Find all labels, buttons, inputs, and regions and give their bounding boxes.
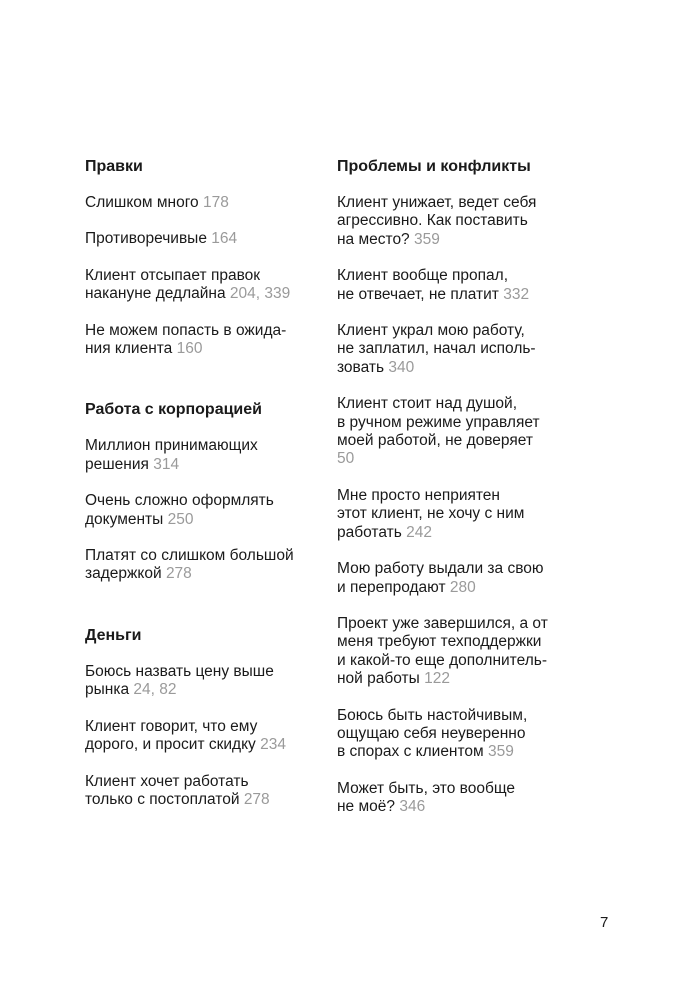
index-entry (337, 194, 587, 249)
left-column (85, 157, 325, 827)
index-entry (85, 437, 325, 474)
entry-text-line (337, 231, 587, 249)
index-entry (337, 395, 587, 469)
page-reference: 234 (260, 736, 286, 754)
section-title: Правки (85, 158, 143, 175)
index-entry (85, 547, 325, 584)
entry-text-line (337, 579, 587, 597)
entry-text-line (337, 707, 587, 725)
entry-text: Миллион принимающих (85, 437, 258, 455)
entry-text: ния клиента (85, 340, 173, 358)
entry-text: в спорах с клиентом (337, 743, 484, 761)
entry-text: ощущаю себя неуверенно (337, 724, 526, 742)
page-reference: 314 (153, 455, 180, 473)
right-column (337, 157, 587, 835)
page-reference: 346 (399, 798, 426, 816)
entry-text-line (337, 633, 587, 651)
entry-text: Боюсь быть настойчивым, (337, 706, 528, 724)
page-reference: 50 (337, 450, 355, 468)
entry-text-line (85, 565, 325, 583)
index-section (337, 157, 587, 817)
entry-text-line (337, 743, 587, 761)
entry-text-line (337, 395, 587, 413)
entry-text-line (337, 798, 587, 816)
page-reference: 250 (167, 510, 194, 528)
index-entry (85, 267, 325, 304)
entry-text-line (337, 359, 587, 377)
entry-text-line (337, 194, 587, 212)
index-entry (337, 322, 587, 377)
entry-text-line (337, 780, 587, 798)
entry-text: на место? (337, 230, 410, 248)
entry-text-line (337, 322, 587, 340)
entry-text: Противоречивые (85, 230, 207, 248)
entry-text-line (85, 663, 325, 681)
entry-text-line (337, 505, 587, 523)
entry-text: не моё? (337, 798, 396, 816)
entry-text-line (337, 670, 587, 688)
entry-text-line (85, 267, 325, 285)
entry-text-line (337, 267, 587, 285)
entry-text: решения (85, 455, 149, 473)
entry-text: Очень сложно оформлять (85, 492, 274, 510)
entry-text: не заплатил, начал исполь- (337, 340, 536, 358)
page-reference: 204, 339 (229, 285, 291, 303)
entry-text: в ручном режиме управляет (337, 413, 540, 431)
page-reference: 178 (202, 194, 229, 211)
entry-text-line (337, 524, 587, 542)
entry-text: ной работы (337, 670, 420, 688)
entry-text: задержкой (85, 565, 162, 583)
section-title: Проблемы и конфликты (337, 158, 531, 175)
entry-text: и какой-то еще дополнитель- (337, 651, 547, 669)
page-reference: 24, 82 (133, 681, 177, 699)
entry-text: Слишком много (85, 194, 199, 211)
entry-text: Клиент хочет работать (85, 772, 249, 790)
entry-text-line (85, 681, 325, 699)
page-number: 7 (600, 914, 609, 931)
index-section (85, 157, 325, 358)
entry-text: накануне дедлайна (85, 285, 226, 303)
entry-text: только с постоплатой (85, 790, 240, 808)
entry-text-line (85, 230, 325, 248)
entry-text-line (85, 456, 325, 474)
entry-text-line (85, 322, 325, 340)
entry-text: Проект уже завершился, а от (337, 614, 548, 632)
index-entry (85, 718, 325, 755)
index-entry (337, 267, 587, 304)
entry-text-line (337, 340, 587, 358)
entry-text-line (337, 414, 587, 432)
index-entry (85, 663, 325, 700)
entry-text-line (85, 791, 325, 809)
entry-text-line (337, 450, 587, 468)
index-entry (85, 322, 325, 359)
entry-text-line (337, 432, 587, 450)
entry-text-line (85, 437, 325, 455)
entry-text: не отвечает, не платит (337, 285, 499, 303)
entry-text-line (85, 285, 325, 303)
entry-text-line (337, 615, 587, 633)
index-entry (85, 194, 325, 212)
page-reference: 160 (176, 340, 203, 358)
entry-text: Клиент отсыпает правок (85, 266, 261, 284)
entry-text-line (85, 492, 325, 510)
page-reference: 280 (449, 578, 476, 596)
page-reference: 242 (406, 523, 432, 541)
page-reference: 359 (414, 230, 440, 248)
entry-text: работать (337, 523, 402, 541)
index-entry (337, 707, 587, 762)
index-section (85, 400, 325, 583)
index-entry (85, 230, 325, 248)
entry-text-line (337, 652, 587, 670)
entry-text: Мою работу выдали за свою (337, 560, 544, 578)
entry-text: и перепродают (337, 578, 446, 596)
page-reference: 340 (388, 358, 415, 376)
page-reference: 164 (211, 230, 238, 248)
page-reference: 122 (424, 670, 450, 688)
entry-text-line (85, 718, 325, 736)
index-entry (337, 560, 587, 597)
entry-text: Клиент говорит, что ему (85, 717, 258, 735)
entry-text-line (337, 725, 587, 743)
entry-text: дорого, и просит скидку (85, 736, 256, 754)
index-section (85, 626, 325, 809)
entry-text-line (85, 773, 325, 791)
page-reference: 332 (503, 285, 530, 303)
index-entry (85, 773, 325, 810)
entry-text: Клиент вообще пропал, (337, 267, 508, 285)
entry-text-line (85, 511, 325, 529)
entry-text: Клиент унижает, ведет себя (337, 194, 537, 211)
index-entry (85, 492, 325, 529)
entry-text: Может быть, это вообще (337, 779, 516, 797)
entry-text-line (337, 560, 587, 578)
index-entry (337, 780, 587, 817)
index-entry (337, 615, 587, 689)
page-reference: 278 (165, 565, 192, 583)
page-reference: 278 (243, 790, 270, 808)
index-entry (337, 487, 587, 542)
entry-text: агрессивно. Как поставить (337, 212, 528, 230)
entry-text-line (85, 736, 325, 754)
entry-text: Клиент стоит над душой, (337, 395, 518, 413)
entry-text: Боюсь назвать цену выше (85, 662, 274, 680)
entry-text: моей работой, не доверяет (337, 432, 533, 450)
entry-text: зовать (337, 358, 385, 376)
entry-text: Платят со слишком большой (85, 547, 294, 565)
entry-text: этот клиент, не хочу с ним (337, 505, 525, 523)
entry-text: документы (85, 510, 164, 528)
entry-text-line (85, 194, 325, 212)
entry-text-line (337, 212, 587, 230)
entry-text: рынка (85, 681, 130, 699)
entry-text-line (337, 487, 587, 505)
section-title: Работа с корпорацией (85, 401, 262, 419)
entry-text-line (337, 286, 587, 304)
entry-text: меня требуют техподдержки (337, 633, 542, 651)
entry-text: Мне просто неприятен (337, 486, 500, 504)
section-title: Деньги (85, 626, 142, 644)
entry-text: Не можем попасть в ожида- (85, 321, 287, 339)
page-reference: 359 (488, 743, 514, 761)
entry-text-line (85, 547, 325, 565)
entry-text-line (85, 340, 325, 358)
entry-text: Клиент украл мою работу, (337, 322, 525, 340)
